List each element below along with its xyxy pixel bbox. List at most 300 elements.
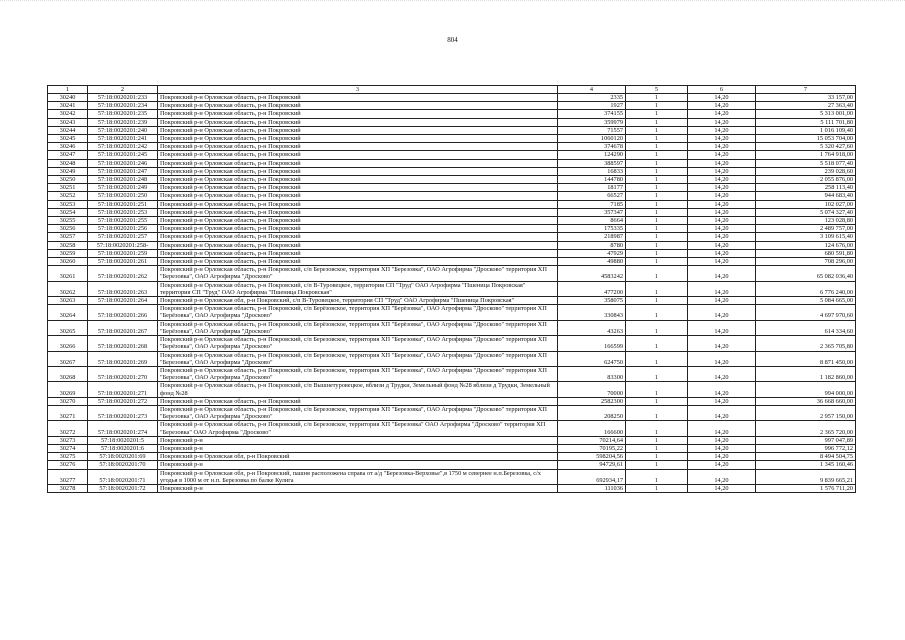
table-row xyxy=(48,135,856,143)
sum-value: 1 576 711,20 xyxy=(756,484,856,492)
cadastral-number: 57:18:0020201:249 xyxy=(88,184,158,192)
area-value: 111036 xyxy=(558,484,626,492)
rate-value: 14,20 xyxy=(688,200,756,208)
area-value: 1060120 xyxy=(558,135,626,143)
cadastral-number: 57:18:0020201:251 xyxy=(88,200,158,208)
table-row xyxy=(48,258,856,266)
cadastral-number: 57:18:0020201:6 xyxy=(88,444,158,452)
location-description: Покровский р-н xyxy=(158,461,558,469)
sum-value: 8 494 504,75 xyxy=(756,453,856,461)
area-value: 70195,22 xyxy=(558,444,626,452)
rate-value: 14,20 xyxy=(688,167,756,175)
row-number: 30272 xyxy=(48,421,88,436)
table-row xyxy=(48,233,856,241)
location-description: Покровский р-н Орловская область, р-н Покровский, с/п В-Туровецкое, территория СП "Труд" ОАО Агрофирма "Пшеница Покровская" территория СП "Труд" ОАО Агрофирма "Пшеница Покровская" xyxy=(158,281,558,296)
sum-value: 33 157,00 xyxy=(756,94,856,102)
count-value: 1 xyxy=(626,110,688,118)
table-row xyxy=(48,366,856,381)
location-description: Покровский р-н Орловская область, р-н Покровский xyxy=(158,233,558,241)
area-value: 166599 xyxy=(558,336,626,351)
area-value: 66527 xyxy=(558,192,626,200)
count-value: 1 xyxy=(626,233,688,241)
table-row xyxy=(48,94,856,102)
table-row xyxy=(48,192,856,200)
area-value: 70000 xyxy=(558,382,626,397)
count-value: 1 xyxy=(626,444,688,452)
area-value: 175335 xyxy=(558,225,626,233)
cadastral-number: 57:18:0020201:273 xyxy=(88,405,158,420)
sum-value: 5 084 665,00 xyxy=(756,297,856,305)
rate-value: 14,20 xyxy=(688,421,756,436)
table-row xyxy=(48,281,856,296)
row-number: 30273 xyxy=(48,436,88,444)
rate-value: 14,20 xyxy=(688,305,756,320)
table-row xyxy=(48,126,856,134)
count-value: 1 xyxy=(626,366,688,381)
row-number: 30277 xyxy=(48,469,88,484)
cadastral-number: 57:18:0020201:247 xyxy=(88,167,158,175)
area-value: 94729,61 xyxy=(558,461,626,469)
location-description: Покровский р-н Орловская область, р-н Покровский xyxy=(158,241,558,249)
cadastral-number: 57:18:0020201:256 xyxy=(88,225,158,233)
sum-value: 994 000,00 xyxy=(756,382,856,397)
rate-value: 14,20 xyxy=(688,397,756,405)
sum-value: 65 082 036,40 xyxy=(756,266,856,281)
rate-value: 14,20 xyxy=(688,233,756,241)
count-value: 1 xyxy=(626,382,688,397)
rate-value: 14,20 xyxy=(688,208,756,216)
location-description: Покровский р-н Орловская область, р-н Покровский, с/п Берёзовское, территория ХП "Берёзовка", ОАО Агрофирма "Дросково" территория ХП "Берёзовка", ОАО Агрофирма "Дросково" xyxy=(158,305,558,320)
row-number: 30244 xyxy=(48,126,88,134)
count-value: 1 xyxy=(626,351,688,366)
table-row xyxy=(48,453,856,461)
sum-value: 15 053 704,00 xyxy=(756,135,856,143)
rate-value: 14,20 xyxy=(688,320,756,335)
cadastral-number: 57:18:0020201:5 xyxy=(88,436,158,444)
cadastral-number: 57:18:0020201:71 xyxy=(88,469,158,484)
cadastral-number: 57:18:0020201:270 xyxy=(88,366,158,381)
cadastral-number: 57:18:0020201:250 xyxy=(88,192,158,200)
count-value: 1 xyxy=(626,320,688,335)
rate-value: 14,20 xyxy=(688,135,756,143)
table-row xyxy=(48,444,856,452)
area-value: 692934,17 xyxy=(558,469,626,484)
area-value: 124290 xyxy=(558,151,626,159)
table-row xyxy=(48,249,856,257)
cadastral-number: 57:18:0020201:242 xyxy=(88,143,158,151)
sum-value: 680 591,80 xyxy=(756,249,856,257)
table-row xyxy=(48,484,856,492)
cadastral-number: 57:18:0020201:266 xyxy=(88,305,158,320)
location-description: Покровский р-н Орловская обл, р-н Покровский, пашня расположена справа от а/д "Березовка-Верховье",в 1750 м севернее н.п.Березовка, с/х угодья в 1000 м от н.п. Березовка по балке Кулига xyxy=(158,469,558,484)
rate-value: 14,20 xyxy=(688,461,756,469)
cadastral-number: 57:18:0020201:240 xyxy=(88,126,158,134)
rate-value: 14,20 xyxy=(688,94,756,102)
row-number: 30246 xyxy=(48,143,88,151)
count-value: 1 xyxy=(626,94,688,102)
location-description: Покровский р-н Орловская область, р-н Покровский, с/п Березовское, территория ХП "Березовка", ОАО Агрофирма "Дросково" территория ХП "Березовка", ОАО Агрофирма "Дросково" xyxy=(158,266,558,281)
count-value: 1 xyxy=(626,241,688,249)
count-value: 1 xyxy=(626,397,688,405)
table-row xyxy=(48,382,856,397)
count-value: 1 xyxy=(626,281,688,296)
area-value: 388597 xyxy=(558,159,626,167)
area-value: 18177 xyxy=(558,184,626,192)
sum-value: 4 697 970,60 xyxy=(756,305,856,320)
location-description: Покровский р-н Орловская область, р-н Покровский xyxy=(158,217,558,225)
sum-value: 5 074 327,40 xyxy=(756,208,856,216)
header-cell: 5 xyxy=(626,86,688,94)
table-row xyxy=(48,184,856,192)
header-cell: 3 xyxy=(158,86,558,94)
row-number: 30262 xyxy=(48,281,88,296)
rate-value: 14,20 xyxy=(688,484,756,492)
cadastral-number: 57:18:0020201:271 xyxy=(88,382,158,397)
location-description: Покровский р-н xyxy=(158,436,558,444)
rate-value: 14,20 xyxy=(688,176,756,184)
area-value: 358075 xyxy=(558,297,626,305)
rate-value: 14,20 xyxy=(688,192,756,200)
location-description: Покровский р-н Орловская область, р-н Покровский xyxy=(158,397,558,405)
sum-value: 1 764 918,00 xyxy=(756,151,856,159)
count-value: 1 xyxy=(626,102,688,110)
area-value: 357347 xyxy=(558,208,626,216)
row-number: 30269 xyxy=(48,382,88,397)
sum-value: 5 518 077,40 xyxy=(756,159,856,167)
count-value: 1 xyxy=(626,405,688,420)
count-value: 1 xyxy=(626,184,688,192)
row-number: 30248 xyxy=(48,159,88,167)
table-row xyxy=(48,397,856,405)
land-registry-table xyxy=(47,85,856,493)
count-value: 1 xyxy=(626,258,688,266)
rate-value: 14,20 xyxy=(688,217,756,225)
cadastral-number: 57:18:0020201:263 xyxy=(88,281,158,296)
count-value: 1 xyxy=(626,461,688,469)
location-description: Покровский р-н Орловская область, р-н Покровский xyxy=(158,167,558,175)
sum-value: 944 683,40 xyxy=(756,192,856,200)
area-value: 7185 xyxy=(558,200,626,208)
location-description: Покровский р-н Орловская область, р-н Покровский xyxy=(158,126,558,134)
row-number: 30250 xyxy=(48,176,88,184)
location-description: Покровский р-н Орловская область, р-н Покровский xyxy=(158,208,558,216)
row-number: 30258 xyxy=(48,241,88,249)
sum-value: 124 676,00 xyxy=(756,241,856,249)
row-number: 30252 xyxy=(48,192,88,200)
sum-value: 1 345 160,46 xyxy=(756,461,856,469)
sum-value: 2 365 705,80 xyxy=(756,336,856,351)
sum-value: 5 313 001,00 xyxy=(756,110,856,118)
count-value: 1 xyxy=(626,192,688,200)
count-value: 1 xyxy=(626,297,688,305)
rate-value: 14,20 xyxy=(688,126,756,134)
scan-artifact xyxy=(0,0,905,11)
location-description: Покровский р-н Орловская область, р-н Покровский xyxy=(158,110,558,118)
rate-value: 14,20 xyxy=(688,225,756,233)
cadastral-number: 57:18:0020201:257 xyxy=(88,233,158,241)
table-row xyxy=(48,200,856,208)
count-value: 1 xyxy=(626,436,688,444)
area-value: 16833 xyxy=(558,167,626,175)
rate-value: 14,20 xyxy=(688,110,756,118)
rate-value: 14,20 xyxy=(688,444,756,452)
cadastral-number: 57:18:0020201:261 xyxy=(88,258,158,266)
cadastral-number: 57:18:0020201:235 xyxy=(88,110,158,118)
table-row xyxy=(48,405,856,420)
count-value: 1 xyxy=(626,176,688,184)
table-row xyxy=(48,241,856,249)
location-description: Покровский р-н Орловская область, р-н Покровский, с/п Березовское, территория ХП "Березовка", ОАО Агрофирма "Дросково" территория ХП "Березовка", ОАО Агрофирма "Дросково" xyxy=(158,366,558,381)
count-value: 1 xyxy=(626,217,688,225)
sum-value: 1 182 860,00 xyxy=(756,366,856,381)
row-number: 30254 xyxy=(48,208,88,216)
table-row xyxy=(48,167,856,175)
count-value: 1 xyxy=(626,143,688,151)
sum-value: 2 365 720,00 xyxy=(756,421,856,436)
table-row xyxy=(48,297,856,305)
row-number: 30241 xyxy=(48,102,88,110)
row-number: 30243 xyxy=(48,118,88,126)
count-value: 1 xyxy=(626,421,688,436)
header-cell: 4 xyxy=(558,86,626,94)
count-value: 1 xyxy=(626,151,688,159)
rate-value: 14,20 xyxy=(688,266,756,281)
location-description: Покровский р-н Орловская область, р-н Покровский xyxy=(158,135,558,143)
location-description: Покровский р-н Орловская область, р-н Покровский xyxy=(158,143,558,151)
count-value: 1 xyxy=(626,305,688,320)
table-row xyxy=(48,436,856,444)
row-number: 30275 xyxy=(48,453,88,461)
cadastral-number: 57:18:0020201:70 xyxy=(88,461,158,469)
area-value: 70214,64 xyxy=(558,436,626,444)
area-value: 218987 xyxy=(558,233,626,241)
table-row xyxy=(48,176,856,184)
sum-value: 2 957 150,00 xyxy=(756,405,856,420)
cadastral-number: 57:18:0020201:69 xyxy=(88,453,158,461)
row-number: 30263 xyxy=(48,297,88,305)
row-number: 30261 xyxy=(48,266,88,281)
cadastral-number: 57:18:0020201:253 xyxy=(88,208,158,216)
table-row xyxy=(48,336,856,351)
row-number: 30264 xyxy=(48,305,88,320)
location-description: Покровский р-н Орловская область, р-н Покровский xyxy=(158,200,558,208)
count-value: 1 xyxy=(626,453,688,461)
table-row xyxy=(48,351,856,366)
location-description: Покровский р-н xyxy=(158,444,558,452)
area-value: 330843 xyxy=(558,305,626,320)
location-description: Покровский р-н Орловская область, р-н Покровский, с/п Вышнетуровецкое, вблизи д Трудки, Земельный фонд №28 вблизи д Трудки, Земельный фонд №28 xyxy=(158,382,558,397)
sum-value: 996 772,12 xyxy=(756,444,856,452)
table-header-row xyxy=(48,86,856,94)
sum-value: 27 363,40 xyxy=(756,102,856,110)
row-number: 30268 xyxy=(48,366,88,381)
rate-value: 14,20 xyxy=(688,297,756,305)
row-number: 30255 xyxy=(48,217,88,225)
row-number: 30276 xyxy=(48,461,88,469)
rate-value: 14,20 xyxy=(688,453,756,461)
count-value: 1 xyxy=(626,266,688,281)
sum-value: 258 113,40 xyxy=(756,184,856,192)
row-number: 30245 xyxy=(48,135,88,143)
rate-value: 14,20 xyxy=(688,469,756,484)
location-description: Покровский р-н Орловская область, р-н Покровский, с/п Березовское, территория ХП "Березовка", ОАО Агрофирма "Дросково" территория ХП "Берёзовка", ОАО Агрофирма "Дросково" xyxy=(158,336,558,351)
row-number: 30251 xyxy=(48,184,88,192)
rate-value: 14,20 xyxy=(688,281,756,296)
sum-value: 2 055 876,00 xyxy=(756,176,856,184)
rate-value: 14,20 xyxy=(688,151,756,159)
sum-value: 5 111 701,80 xyxy=(756,118,856,126)
area-value: 8664 xyxy=(558,217,626,225)
cadastral-number: 57:18:0020201:267 xyxy=(88,320,158,335)
row-number: 30253 xyxy=(48,200,88,208)
rate-value: 14,20 xyxy=(688,118,756,126)
area-value: 359979 xyxy=(558,118,626,126)
table-row xyxy=(48,217,856,225)
location-description: Покровский р-н Орловская область, р-н Покровский, с/п Берёзовское, территория ХП "Берёзовка", ОАО Агрофирма "Дросково" территория ХП "Берёзовка", ОАО Агрофирма "Дросково" xyxy=(158,320,558,335)
row-number: 30270 xyxy=(48,397,88,405)
row-number: 30249 xyxy=(48,167,88,175)
sum-value: 1 016 109,40 xyxy=(756,126,856,134)
row-number: 30259 xyxy=(48,249,88,257)
sum-value: 8 871 450,00 xyxy=(756,351,856,366)
rate-value: 14,20 xyxy=(688,249,756,257)
area-value: 43263 xyxy=(558,320,626,335)
sum-value: 123 028,80 xyxy=(756,217,856,225)
row-number: 30267 xyxy=(48,351,88,366)
row-number: 30260 xyxy=(48,258,88,266)
row-number: 30265 xyxy=(48,320,88,335)
table-row xyxy=(48,143,856,151)
header-cell: 7 xyxy=(756,86,856,94)
location-description: Покровский р-н Орловская обл, р-н Покровский, с/п В-Туровецкое, территория СП "Труд" ОАО Агрофирма "Пшеница Покровская" xyxy=(158,297,558,305)
table-row xyxy=(48,151,856,159)
location-description: Покровский р-н Орловская область, р-н Покровский xyxy=(158,94,558,102)
table-row xyxy=(48,159,856,167)
row-number: 30257 xyxy=(48,233,88,241)
area-value: 374155 xyxy=(558,110,626,118)
count-value: 1 xyxy=(626,484,688,492)
rate-value: 14,20 xyxy=(688,184,756,192)
sum-value: 239 028,60 xyxy=(756,167,856,175)
cadastral-number: 57:18:0020201:72 xyxy=(88,484,158,492)
header-cell: 6 xyxy=(688,86,756,94)
area-value: 624750 xyxy=(558,351,626,366)
sum-value: 102 027,00 xyxy=(756,200,856,208)
table-row xyxy=(48,225,856,233)
count-value: 1 xyxy=(626,159,688,167)
area-value: 208250 xyxy=(558,405,626,420)
rate-value: 14,20 xyxy=(688,102,756,110)
rate-value: 14,20 xyxy=(688,159,756,167)
location-description: Покровский р-н Орловская область, р-н Покровский xyxy=(158,102,558,110)
rate-value: 14,20 xyxy=(688,241,756,249)
rate-value: 14,20 xyxy=(688,382,756,397)
cadastral-number: 57:18:0020201:255 xyxy=(88,217,158,225)
sum-value: 3 109 615,40 xyxy=(756,233,856,241)
table-row xyxy=(48,102,856,110)
rate-value: 14,20 xyxy=(688,258,756,266)
area-value: 1927 xyxy=(558,102,626,110)
count-value: 1 xyxy=(626,336,688,351)
count-value: 1 xyxy=(626,200,688,208)
location-description: Покровский р-н Орловская область, р-н Покровский xyxy=(158,151,558,159)
area-value: 83300 xyxy=(558,366,626,381)
area-value: 598204,56 xyxy=(558,453,626,461)
location-description: Покровский р-н Орловская область, р-н Покровский, с/п Березовское, территория ХП "Березовка", ОАО Агрофирма "Дросково" территория ХП "Березовка", ОАО Агрофирма "Дросково" xyxy=(158,405,558,420)
table-row xyxy=(48,421,856,436)
area-value: 477200 xyxy=(558,281,626,296)
rate-value: 14,20 xyxy=(688,336,756,351)
cadastral-number: 57:18:0020201:241 xyxy=(88,135,158,143)
location-description: Покровский р-н Орловская область, р-н Покровский xyxy=(158,118,558,126)
sum-value: 9 839 665,21 xyxy=(756,469,856,484)
rate-value: 14,20 xyxy=(688,143,756,151)
cadastral-number: 57:18:0020201:233 xyxy=(88,94,158,102)
cadastral-number: 57:18:0020201:246 xyxy=(88,159,158,167)
row-number: 30271 xyxy=(48,405,88,420)
area-value: 144780 xyxy=(558,176,626,184)
location-description: Покровский р-н Орловская область, р-н Покровский, с/п Березовское, территория ХП "Березовка" ОАО Агрофирма "Дросково" территория ХП "Березовка" ОАО Агрофирма "Дросково" xyxy=(158,421,558,436)
location-description: Покровский р-н Орловская область, р-н Покровский xyxy=(158,258,558,266)
table-row xyxy=(48,208,856,216)
rate-value: 14,20 xyxy=(688,366,756,381)
cadastral-number: 57:18:0020201:272 xyxy=(88,397,158,405)
area-value: 8780 xyxy=(558,241,626,249)
count-value: 1 xyxy=(626,135,688,143)
cadastral-number: 57:18:0020201:268 xyxy=(88,336,158,351)
area-value: 4583242 xyxy=(558,266,626,281)
location-description: Покровский р-н Орловская область, р-н Покровский xyxy=(158,176,558,184)
location-description: Покровский р-н Орловская область, р-н Покровский xyxy=(158,159,558,167)
count-value: 1 xyxy=(626,126,688,134)
location-description: Покровский р-н Орловская область, р-н Покровский xyxy=(158,184,558,192)
row-number: 30266 xyxy=(48,336,88,351)
row-number: 30240 xyxy=(48,94,88,102)
sum-value: 36 668 660,00 xyxy=(756,397,856,405)
sum-value: 5 320 427,60 xyxy=(756,143,856,151)
sum-value: 2 489 757,00 xyxy=(756,225,856,233)
location-description: Покровский р-н Орловская область, р-н Покровский, с/п Березовское, территория ХП "Березовка", ОАО Агрофирма "Дросково" территория ХП "Березовка", ОАО Агрофирма "Дросково" xyxy=(158,351,558,366)
cadastral-number: 57:18:0020201:274 xyxy=(88,421,158,436)
area-value: 47929 xyxy=(558,249,626,257)
cadastral-number: 57:18:0020201:239 xyxy=(88,118,158,126)
header-cell: 2 xyxy=(88,86,158,94)
cadastral-number: 57:18:0020201:248 xyxy=(88,176,158,184)
location-description: Покровский р-н Орловская область, р-н Покровский xyxy=(158,225,558,233)
cadastral-number: 57:18:0020201:269 xyxy=(88,351,158,366)
area-value: 71557 xyxy=(558,126,626,134)
cadastral-number: 57:18:0020201:259 xyxy=(88,249,158,257)
table-row xyxy=(48,305,856,320)
table-row xyxy=(48,461,856,469)
sum-value: 997 047,89 xyxy=(756,436,856,444)
row-number: 30247 xyxy=(48,151,88,159)
area-value: 166600 xyxy=(558,421,626,436)
row-number: 30278 xyxy=(48,484,88,492)
header-cell: 1 xyxy=(48,86,88,94)
location-description: Покровский р-н Орловская обл, р-н Покровский xyxy=(158,453,558,461)
row-number: 30242 xyxy=(48,110,88,118)
location-description: Покровский р-н Орловская область, р-н Покровский xyxy=(158,192,558,200)
table-row xyxy=(48,469,856,484)
page-number: 804 xyxy=(447,36,458,44)
cadastral-number: 57:18:0020201:262 xyxy=(88,266,158,281)
area-value: 2335 xyxy=(558,94,626,102)
count-value: 1 xyxy=(626,167,688,175)
count-value: 1 xyxy=(626,208,688,216)
cadastral-number: 57:18:0020201:234 xyxy=(88,102,158,110)
rate-value: 14,20 xyxy=(688,405,756,420)
